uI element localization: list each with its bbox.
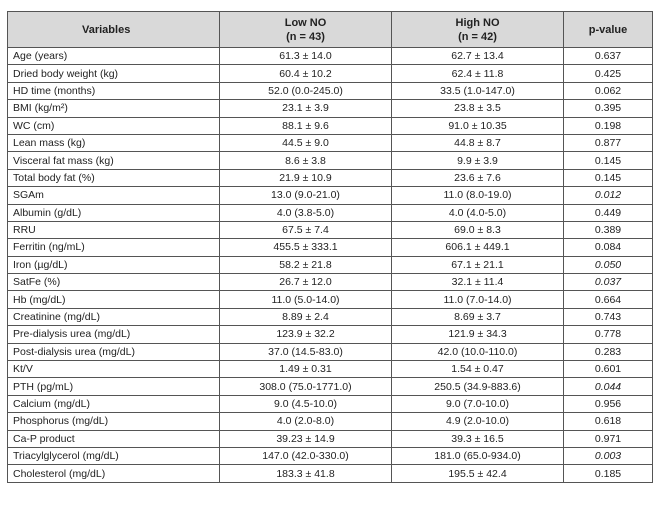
p-value-cell: 0.743 [564, 308, 653, 325]
variable-cell: Kt/V [8, 361, 220, 378]
header-low-no [220, 12, 392, 48]
p-value-cell: 0.601 [564, 361, 653, 378]
p-value-cell: 0.185 [564, 465, 653, 482]
variable-cell: Albumin (g/dL) [8, 204, 220, 221]
header-variables: Variables [8, 12, 220, 48]
variable-cell: SGAm [8, 187, 220, 204]
low-no-cell: 147.0 (42.0-330.0) [220, 447, 392, 464]
p-value-cell: 0.198 [564, 117, 653, 134]
p-value-cell: 0.956 [564, 395, 653, 412]
low-no-cell: 8.6 ± 3.8 [220, 152, 392, 169]
low-no-cell: 8.89 ± 2.4 [220, 308, 392, 325]
table-row [8, 82, 653, 99]
high-no-cell: 9.9 ± 3.9 [392, 152, 564, 169]
header-high-no-label: High NO [455, 16, 500, 29]
table-row [8, 274, 653, 291]
low-no-cell: 61.3 ± 14.0 [220, 48, 392, 65]
high-no-cell: 67.1 ± 21.1 [392, 256, 564, 273]
variable-cell: Calcium (mg/dL) [8, 395, 220, 412]
low-no-cell: 4.0 (2.0-8.0) [220, 413, 392, 430]
high-no-cell: 8.69 ± 3.7 [392, 308, 564, 325]
p-value-cell: 0.044 [564, 378, 653, 395]
variable-cell: RRU [8, 221, 220, 238]
table-row [8, 239, 653, 256]
table-row [8, 430, 653, 447]
variable-cell: Creatinine (mg/dL) [8, 308, 220, 325]
high-no-cell: 42.0 (10.0-110.0) [392, 343, 564, 360]
high-no-cell: 1.54 ± 0.47 [392, 361, 564, 378]
table-row [8, 308, 653, 325]
table-row [8, 361, 653, 378]
low-no-cell: 455.5 ± 333.1 [220, 239, 392, 256]
low-no-cell: 44.5 ± 9.0 [220, 134, 392, 151]
low-no-cell: 39.23 ± 14.9 [220, 430, 392, 447]
p-value-cell: 0.084 [564, 239, 653, 256]
variable-cell: SatFe (%) [8, 274, 220, 291]
low-no-cell: 58.2 ± 21.8 [220, 256, 392, 273]
high-no-cell: 23.8 ± 3.5 [392, 100, 564, 117]
header-p-value: p-value [564, 12, 653, 48]
low-no-cell: 1.49 ± 0.31 [220, 361, 392, 378]
table-row [8, 378, 653, 395]
high-no-cell: 69.0 ± 8.3 [392, 221, 564, 238]
table-row [8, 413, 653, 430]
header-high-no [392, 12, 564, 48]
table-row [8, 134, 653, 151]
high-no-cell: 39.3 ± 16.5 [392, 430, 564, 447]
p-value-cell: 0.003 [564, 447, 653, 464]
table-row [8, 343, 653, 360]
header-low-no-n: (n = 43) [286, 30, 325, 43]
p-value-cell: 0.664 [564, 291, 653, 308]
variable-cell: PTH (pg/mL) [8, 378, 220, 395]
table-row [8, 326, 653, 343]
table-row [8, 395, 653, 412]
table-row [8, 291, 653, 308]
table-row [8, 152, 653, 169]
low-no-cell: 123.9 ± 32.2 [220, 326, 392, 343]
header-low-no-label: Low NO [284, 16, 327, 29]
variable-cell: Hb (mg/dL) [8, 291, 220, 308]
low-no-cell: 60.4 ± 10.2 [220, 65, 392, 82]
table-row [8, 117, 653, 134]
high-no-cell: 11.0 (8.0-19.0) [392, 187, 564, 204]
low-no-cell: 23.1 ± 3.9 [220, 100, 392, 117]
high-no-cell: 4.9 (2.0-10.0) [392, 413, 564, 430]
low-no-cell: 4.0 (3.8-5.0) [220, 204, 392, 221]
variable-cell: Triacylglycerol (mg/dL) [8, 447, 220, 464]
table-row [8, 169, 653, 186]
p-value-cell: 0.283 [564, 343, 653, 360]
high-no-cell: 62.4 ± 11.8 [392, 65, 564, 82]
table-container [7, 11, 652, 483]
high-no-cell: 250.5 (34.9-883.6) [392, 378, 564, 395]
high-no-cell: 9.0 (7.0-10.0) [392, 395, 564, 412]
p-value-cell: 0.971 [564, 430, 653, 447]
low-no-cell: 308.0 (75.0-1771.0) [220, 378, 392, 395]
low-no-cell: 183.3 ± 41.8 [220, 465, 392, 482]
table-row [8, 65, 653, 82]
p-value-cell: 0.877 [564, 134, 653, 151]
low-no-cell: 52.0 (0.0-245.0) [220, 82, 392, 99]
high-no-cell: 32.1 ± 11.4 [392, 274, 564, 291]
variable-cell: Ferritin (ng/mL) [8, 239, 220, 256]
p-value-cell: 0.425 [564, 65, 653, 82]
p-value-cell: 0.449 [564, 204, 653, 221]
table-row [8, 256, 653, 273]
variable-cell: Lean mass (kg) [8, 134, 220, 151]
high-no-cell: 11.0 (7.0-14.0) [392, 291, 564, 308]
high-no-cell: 91.0 ± 10.35 [392, 117, 564, 134]
table-row [8, 221, 653, 238]
low-no-cell: 37.0 (14.5-83.0) [220, 343, 392, 360]
variable-cell: Iron (µg/dL) [8, 256, 220, 273]
variable-cell: Phosphorus (mg/dL) [8, 413, 220, 430]
low-no-cell: 11.0 (5.0-14.0) [220, 291, 392, 308]
p-value-cell: 0.145 [564, 152, 653, 169]
variable-cell: Cholesterol (mg/dL) [8, 465, 220, 482]
variable-cell: Pre-dialysis urea (mg/dL) [8, 326, 220, 343]
p-value-cell: 0.395 [564, 100, 653, 117]
low-no-cell: 67.5 ± 7.4 [220, 221, 392, 238]
variable-cell: Total body fat (%) [8, 169, 220, 186]
high-no-cell: 195.5 ± 42.4 [392, 465, 564, 482]
low-no-cell: 13.0 (9.0-21.0) [220, 187, 392, 204]
p-value-cell: 0.778 [564, 326, 653, 343]
variable-cell: HD time (months) [8, 82, 220, 99]
variable-cell: Visceral fat mass (kg) [8, 152, 220, 169]
variable-cell: Dried body weight (kg) [8, 65, 220, 82]
high-no-cell: 181.0 (65.0-934.0) [392, 447, 564, 464]
header-high-no-n: (n = 42) [458, 30, 497, 43]
p-value-cell: 0.037 [564, 274, 653, 291]
table-row [8, 204, 653, 221]
table-row [8, 187, 653, 204]
table-body [8, 48, 653, 483]
p-value-cell: 0.389 [564, 221, 653, 238]
variable-cell: Age (years) [8, 48, 220, 65]
p-value-cell: 0.062 [564, 82, 653, 99]
variable-cell: Ca-P product [8, 430, 220, 447]
p-value-cell: 0.637 [564, 48, 653, 65]
table-row [8, 48, 653, 65]
high-no-cell: 23.6 ± 7.6 [392, 169, 564, 186]
p-value-cell: 0.012 [564, 187, 653, 204]
low-no-cell: 9.0 (4.5-10.0) [220, 395, 392, 412]
table-row [8, 100, 653, 117]
high-no-cell: 62.7 ± 13.4 [392, 48, 564, 65]
p-value-cell: 0.050 [564, 256, 653, 273]
table-row [8, 465, 653, 482]
high-no-cell: 33.5 (1.0-147.0) [392, 82, 564, 99]
high-no-cell: 606.1 ± 449.1 [392, 239, 564, 256]
header-row [8, 12, 653, 48]
high-no-cell: 4.0 (4.0-5.0) [392, 204, 564, 221]
high-no-cell: 44.8 ± 8.7 [392, 134, 564, 151]
p-value-cell: 0.618 [564, 413, 653, 430]
comparison-table [7, 11, 653, 483]
table-row [8, 447, 653, 464]
low-no-cell: 26.7 ± 12.0 [220, 274, 392, 291]
variable-cell: WC (cm) [8, 117, 220, 134]
low-no-cell: 88.1 ± 9.6 [220, 117, 392, 134]
variable-cell: Post-dialysis urea (mg/dL) [8, 343, 220, 360]
variable-cell: BMI (kg/m²) [8, 100, 220, 117]
high-no-cell: 121.9 ± 34.3 [392, 326, 564, 343]
table-header [8, 12, 653, 48]
low-no-cell: 21.9 ± 10.9 [220, 169, 392, 186]
p-value-cell: 0.145 [564, 169, 653, 186]
